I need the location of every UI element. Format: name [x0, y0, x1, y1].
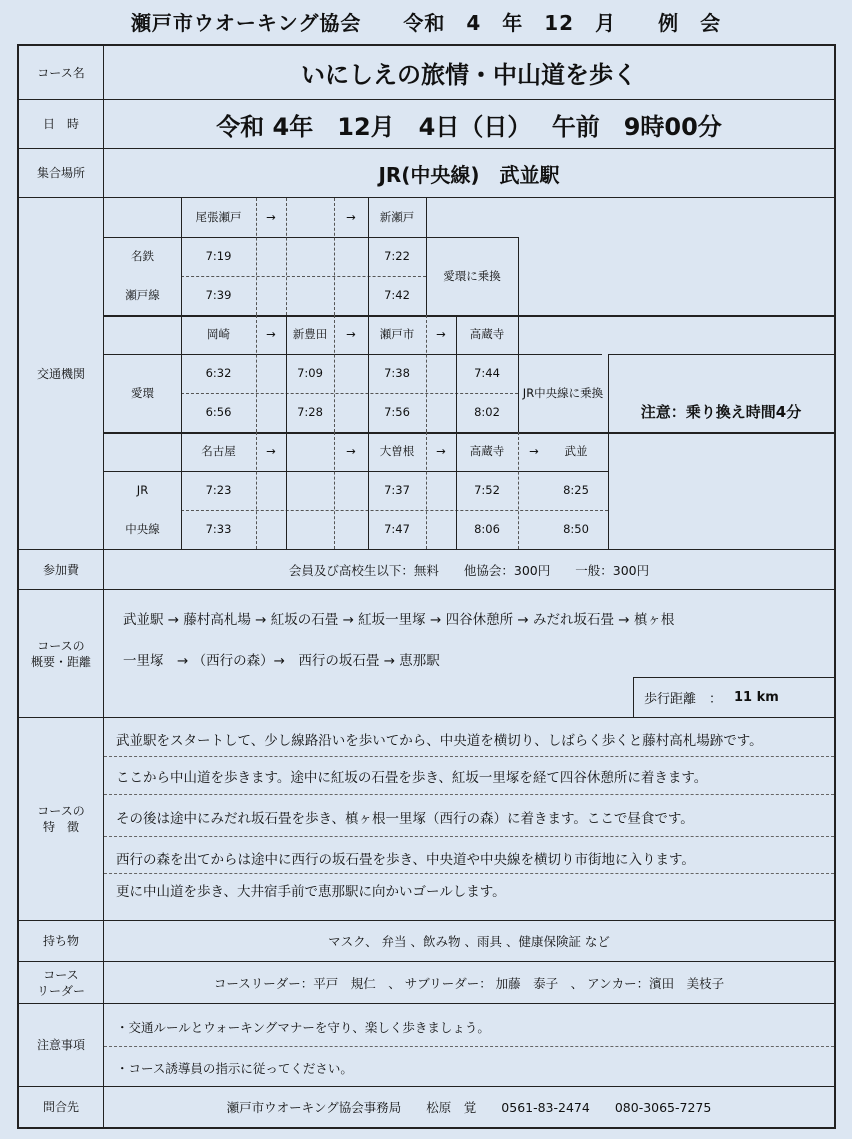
station-cell: → — [266, 327, 276, 341]
grid-line — [518, 432, 519, 549]
grid-line — [286, 198, 287, 315]
grid-line — [286, 432, 287, 549]
time-cell: 7:09 — [297, 366, 323, 380]
station-cell: → — [529, 444, 539, 458]
grid-line — [104, 471, 602, 472]
label-transport: 交通機関 — [19, 198, 104, 549]
time-cell: 8:25 — [563, 483, 589, 497]
grid-line — [368, 198, 369, 315]
transfer-note — [518, 354, 608, 432]
row-features — [19, 718, 834, 921]
label-features-2: 特 徴 — [42, 820, 79, 834]
station-cell: → — [346, 210, 356, 224]
divider — [104, 873, 834, 874]
label-date: 日 時 — [19, 100, 104, 148]
station-cell: → — [346, 444, 356, 458]
row-meeting — [19, 149, 834, 198]
station-cell: → — [266, 210, 276, 224]
note-line: ・交通ルールとウォーキングマナーを守り、楽しく歩きましょう。 — [116, 1020, 490, 1035]
station-cell: 瀬戸市 — [379, 327, 415, 341]
grid-line — [181, 198, 182, 315]
label-outline — [19, 590, 104, 717]
outline-route-1: 武並駅 → 藤村高札場 → 紅坂の石畳 → 紅坂一里塚 → 四谷休憩所 → みだれ坂石畳 → 槙ヶ根 — [123, 612, 675, 628]
time-cell: 7:38 — [384, 366, 410, 380]
station-cell: 岡崎 — [207, 327, 230, 341]
time-cell: 7:39 — [205, 288, 232, 302]
grid-line — [608, 432, 834, 434]
label-fee: 参加費 — [19, 550, 104, 589]
label-leaders-2: リーダー — [36, 983, 85, 998]
label-meeting: 集合場所 — [19, 149, 104, 197]
station-cell: 名古屋 — [201, 444, 236, 458]
notes-list — [104, 1004, 834, 1086]
grid-line — [456, 315, 457, 432]
row-outline — [19, 590, 834, 718]
line-name: 愛環 — [131, 385, 154, 400]
time-cell: 7:19 — [205, 249, 232, 263]
label-items: 持ち物 — [19, 921, 104, 961]
row-items — [19, 921, 834, 962]
grid-line — [608, 354, 834, 355]
grid-line — [256, 198, 257, 315]
station-cell: 新豊田 — [292, 327, 328, 341]
time-cell: 7:37 — [384, 483, 410, 497]
grid-line — [256, 432, 257, 549]
transfer-warning: 注意：乗り換え時間4分 — [640, 403, 802, 421]
grid-line — [426, 315, 427, 432]
station-cell: → — [346, 327, 356, 341]
divider — [104, 836, 834, 837]
row-date — [19, 100, 834, 149]
grid-line — [426, 237, 427, 315]
grid-line — [104, 354, 550, 355]
label-features — [19, 718, 104, 920]
feature-line: 西行の森を出てからは途中に西行の坂石畳を歩き、中央道や中央線を横切り市街地に入ります。 — [116, 852, 695, 868]
label-features-1: コースの — [37, 804, 85, 818]
line-name: JR — [136, 483, 149, 497]
time-cell: 7:23 — [205, 483, 232, 497]
grid-line — [181, 393, 518, 394]
label-contact: 問合先 — [19, 1087, 104, 1127]
row-contact — [19, 1087, 834, 1127]
row-notes — [19, 1004, 834, 1087]
feature-line: ここから中山道を歩きます。途中に紅坂の石畳を歩き、紅坂一里塚を経て四谷休憩所に着きます。 — [116, 770, 708, 786]
transfer-note-2: 乗換 — [580, 385, 604, 400]
transport-grid — [104, 198, 834, 549]
label-course: コース名 — [19, 46, 104, 99]
row-course — [19, 46, 834, 100]
event-table — [17, 44, 836, 1129]
grid-line — [368, 315, 369, 432]
time-cell: 8:02 — [474, 405, 500, 419]
feature-line: 武並駅をスタートして、少し線路沿いを歩いてから、中央道を横切り、しばらく歩くと藤村高札場跡です。 — [116, 733, 763, 749]
row-fee — [19, 550, 834, 590]
time-cell: 8:50 — [563, 522, 589, 536]
grid-line — [608, 354, 609, 432]
grid-line — [518, 315, 519, 432]
line-name: 瀬戸線 — [125, 288, 160, 302]
distance-label: 歩行距離 ： — [644, 692, 723, 707]
note-line: ・コース誘導員の指示に従ってください。 — [116, 1061, 353, 1076]
feature-line: その後は途中にみだれ坂石畳を歩き、槙ヶ根一里塚（西行の森）に着きます。ここで昼食です。 — [116, 811, 694, 827]
leaders-text: コースリーダー：平戸 規仁 、 サブリーダー： 加藤 泰子 、 アンカー：濱田 美枝子 — [213, 975, 725, 991]
distance-value: 11 km — [734, 690, 779, 705]
time-cell: 7:44 — [474, 366, 500, 380]
row-transport — [19, 198, 834, 550]
station-cell: 尾張瀬戸 — [195, 210, 242, 224]
grid-line — [368, 432, 369, 549]
transfer-note-1: JR中央線に — [522, 385, 581, 400]
features-list — [104, 718, 834, 920]
fee-text: 会員及び高校生以下：無料 他協会：300円 一般：300円 — [288, 562, 650, 578]
time-cell: 6:32 — [205, 366, 232, 380]
line-name: 中央線 — [125, 522, 160, 536]
grid-line — [334, 315, 335, 432]
event-datetime: 令和 4年 12月 4日（日） 午前 9時00分 — [216, 112, 722, 141]
divider — [104, 756, 834, 757]
outline-route-2: 一里塚 → （西行の森）→ 西行の坂石畳 → 恵那駅 — [123, 653, 440, 669]
time-cell: 7:56 — [384, 405, 410, 419]
grid-line — [550, 354, 602, 355]
time-cell: 7:22 — [384, 249, 410, 263]
station-cell: 武並 — [564, 444, 588, 458]
station-cell: → — [266, 444, 276, 458]
time-cell: 6:56 — [205, 405, 232, 419]
time-cell: 7:52 — [474, 483, 500, 497]
station-cell: → — [436, 327, 446, 341]
station-cell: 新瀬戸 — [379, 210, 415, 224]
grid-line — [518, 237, 519, 315]
grid-line — [181, 432, 182, 549]
label-outline-2: 概要・距離 — [30, 654, 91, 669]
grid-line — [181, 510, 608, 511]
distance-box — [633, 677, 834, 717]
label-notes: 注意事項 — [19, 1004, 104, 1086]
divider — [104, 794, 834, 795]
time-cell: 8:06 — [474, 522, 500, 536]
time-cell: 7:33 — [205, 522, 232, 536]
page-title: 瀬戸市ウオーキング協会 令和 4 年 12 月 例 会 — [130, 10, 722, 35]
divider — [104, 1046, 834, 1047]
grid-line — [608, 432, 609, 549]
line-name: 名鉄 — [131, 249, 154, 263]
time-cell: 7:42 — [384, 288, 410, 302]
grid-line — [456, 432, 457, 549]
station-cell: 大曽根 — [379, 444, 415, 458]
transfer-note: 愛環に乗換 — [443, 268, 501, 283]
station-cell: 高蔵寺 — [469, 444, 505, 458]
grid-line — [181, 276, 426, 277]
station-cell: → — [436, 444, 446, 458]
label-leaders-1: コース — [43, 967, 79, 982]
label-leaders — [19, 962, 104, 1003]
time-cell: 7:47 — [384, 522, 410, 536]
grid-line — [426, 432, 427, 549]
station-cell: 高蔵寺 — [469, 327, 505, 341]
feature-line: 更に中山道を歩き、大井宿手前で恵那駅に向かいゴールします。 — [116, 884, 506, 900]
grid-line — [334, 432, 335, 549]
label-outline-1: コースの — [37, 638, 85, 653]
grid-line — [426, 237, 518, 238]
grid-line — [181, 315, 182, 432]
contact-text: 瀬戸市ウオーキング協会事務局 松原 覚 0561-83-2474 080-3065-7275 — [226, 1100, 712, 1115]
grid-line — [334, 198, 335, 315]
time-cell: 7:28 — [297, 405, 323, 419]
grid-line — [256, 315, 257, 432]
course-name: いにしえの旅情・中山道を歩く — [301, 61, 637, 89]
grid-line — [286, 315, 287, 432]
meeting-place: JR(中央線) 武並駅 — [378, 162, 560, 187]
row-leaders — [19, 962, 834, 1004]
grid-line — [104, 237, 426, 238]
items-text: マスク、 弁当 、飲み物 、雨具 、健康保険証 など — [328, 934, 610, 949]
